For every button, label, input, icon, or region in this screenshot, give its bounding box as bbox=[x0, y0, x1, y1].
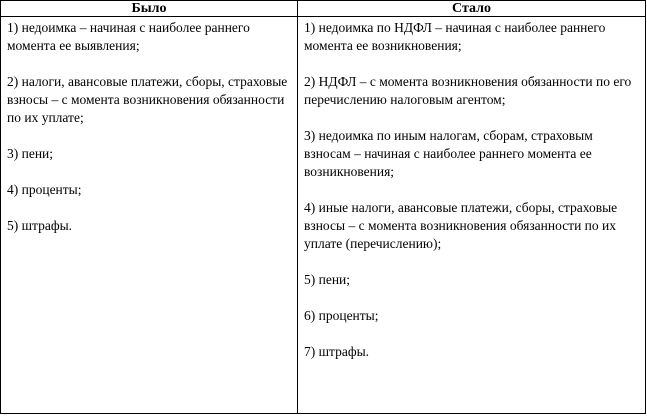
after-item-7: 7) штрафы. bbox=[304, 344, 370, 359]
after-item-1: 1) недоимка по НДФЛ – начиная с наиболее раннего момента ее возникновения; bbox=[304, 20, 606, 53]
before-cell bbox=[1, 17, 298, 414]
before-item-2: 2) налоги, авансовые платежи, сборы, страховые взносы – с момента возникновения обязанности по их уплате; bbox=[7, 74, 288, 125]
after-item-6: 6) проценты; bbox=[304, 308, 379, 323]
header-row bbox=[1, 1, 646, 17]
body-row bbox=[1, 17, 646, 414]
before-item-5: 5) штрафы. bbox=[7, 218, 73, 233]
after-item-3: 3) недоимка по иным налогам, сборам, страховым взносам – начиная с наиболее раннего момента ее возникновения; bbox=[304, 128, 593, 179]
after-item-5: 5) пени; bbox=[304, 272, 351, 287]
before-item-1: 1) недоимка – начиная с наиболее раннего момента ее выявления; bbox=[7, 20, 250, 53]
header-before: Было bbox=[1, 1, 298, 17]
header-after: Стало bbox=[298, 1, 646, 17]
before-item-4: 4) проценты; bbox=[7, 182, 82, 197]
after-item-4: 4) иные налоги, авансовые платежи, сборы, страховые взносы – с момента возникновения обязанности по их уплате (перечислению); bbox=[304, 200, 618, 251]
before-item-3: 3) пени; bbox=[7, 146, 54, 161]
after-item-2: 2) НДФЛ – с момента возникновения обязанности по его перечислению налоговым агентом; bbox=[304, 74, 632, 107]
after-cell bbox=[298, 17, 646, 414]
